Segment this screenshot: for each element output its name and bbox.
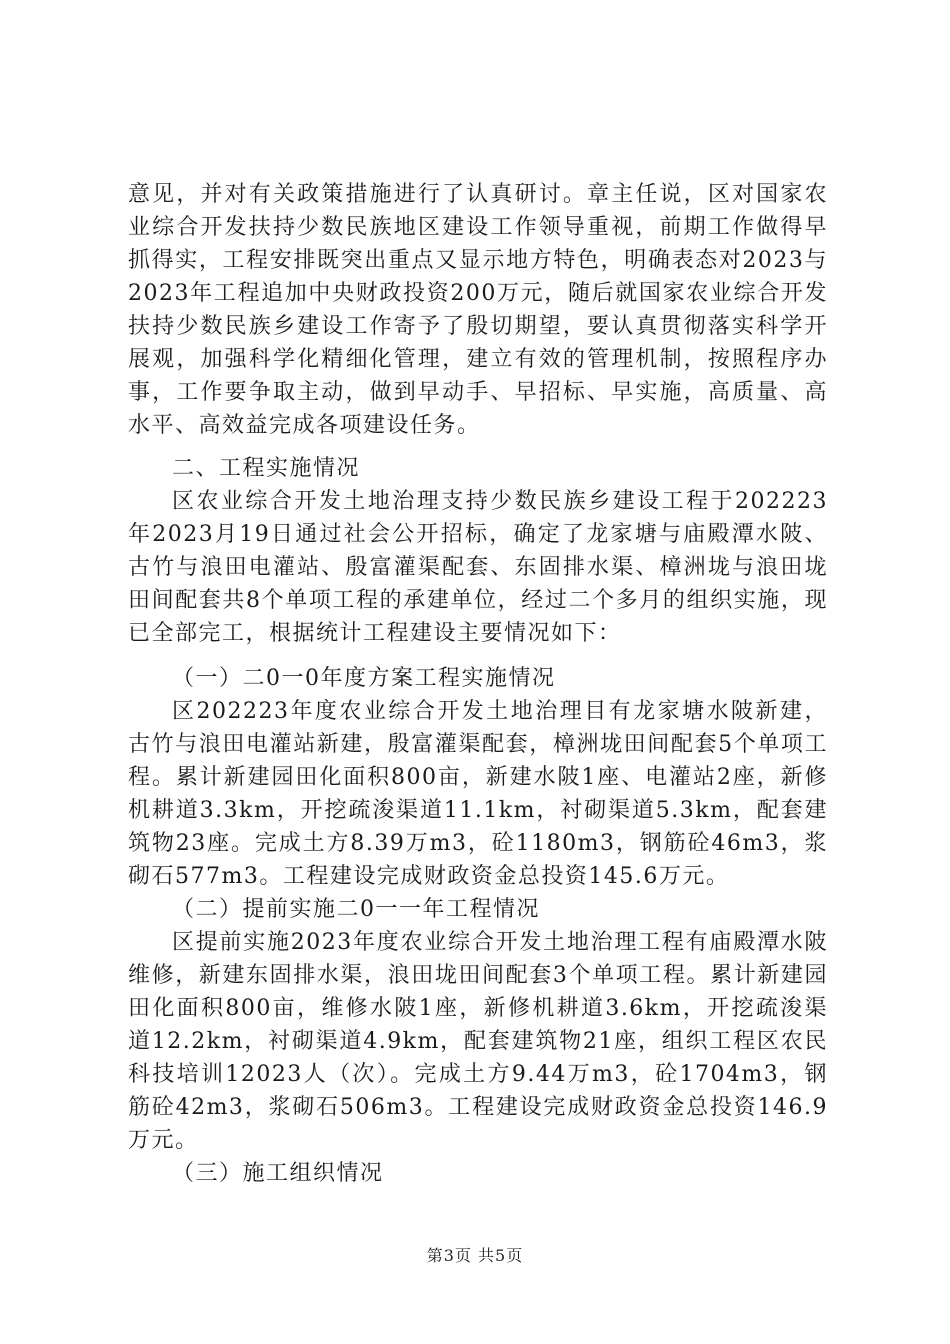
document-body [128,178,828,442]
subsection-heading-2010-plan: （一）二0一0年度方案工程实施情况 [172,666,556,691]
subsection-heading-2011-early: （二）提前实施二0一一年工程情况 [172,897,540,922]
paragraph-opinion: 意见，并对有关政策措施进行了认真研讨。章主任说，区对国家农业综合开发扶持少数民族地区建设工作领导重视，前期工作做得早抓得实，工程安排既突出重点又显示地方特色，明确表态对2023与2023年工程追加中央财政投资200万元，随后就国家农业综合开发扶持少数民族乡建设工作寄予了殷切期望，要认真贯彻落实科学开展观，加强科学化精细化管理，建立有效的管理机制，按照程序办事，工作要争取主动，做到早动手、早招标、早实施，高质量、高水平、高效益完成各项建设任务。 [128,182,828,438]
subsection-1 [128,662,828,1190]
section-2 [128,452,828,650]
paragraph-2011-early: 区提前实施2023年度农业综合开发土地治理工程有庙殿潭水陂维修，新建东固排水渠，浪田垅田间配套3个单项工程。累计新建园田化面积800亩，维修水陂1座，新修机耕道3.6km，开挖疏浚渠道12.2km，衬砌渠道4.9km，配套建筑物21座，组织工程区农民科技培训12023人（次）。完成土方9.44万m3，砼1704m3，钢筋砼42m3，浆砌石506m3。工程建设完成财政资金总投资146.9万元。 [128,930,828,1153]
section-heading-implementation: 二、工程实施情况 [172,456,361,481]
paragraph-2010-plan: 区202223年度农业综合开发土地治理目有龙家塘水陂新建，古竹与浪田电灌站新建，殷富灌渠配套，樟洲垅田间配套5个单项工程。累计新建园田化面积800亩，新建水陂1座、电灌站2座，新修机耕道3.3km，开挖疏浚渠道11.1km，衬砌渠道5.3km，配套建筑物23座。完成土方8.39万m3，砼1180m3，钢筋砼46m3，浆砌石577m3。工程建设完成财政资金总投资145.6万元。 [128,699,828,889]
page-number: 第3页 共5页 [426,1246,524,1265]
subsection-heading-construction-org: （三）施工组织情况 [172,1161,384,1186]
paragraph-implementation: 区农业综合开发土地治理支持少数民族乡建设工程于202223年2023月19日通过社会公开招标，确定了龙家塘与庙殿潭水陂、古竹与浪田电灌站、殷富灌渠配套、东固排水渠、樟洲垅与浪田垅田间配套共8个单项工程的承建单位，经过二个多月的组织实施，现已全部完工，根据统计工程建设主要情况如下： [128,489,828,646]
